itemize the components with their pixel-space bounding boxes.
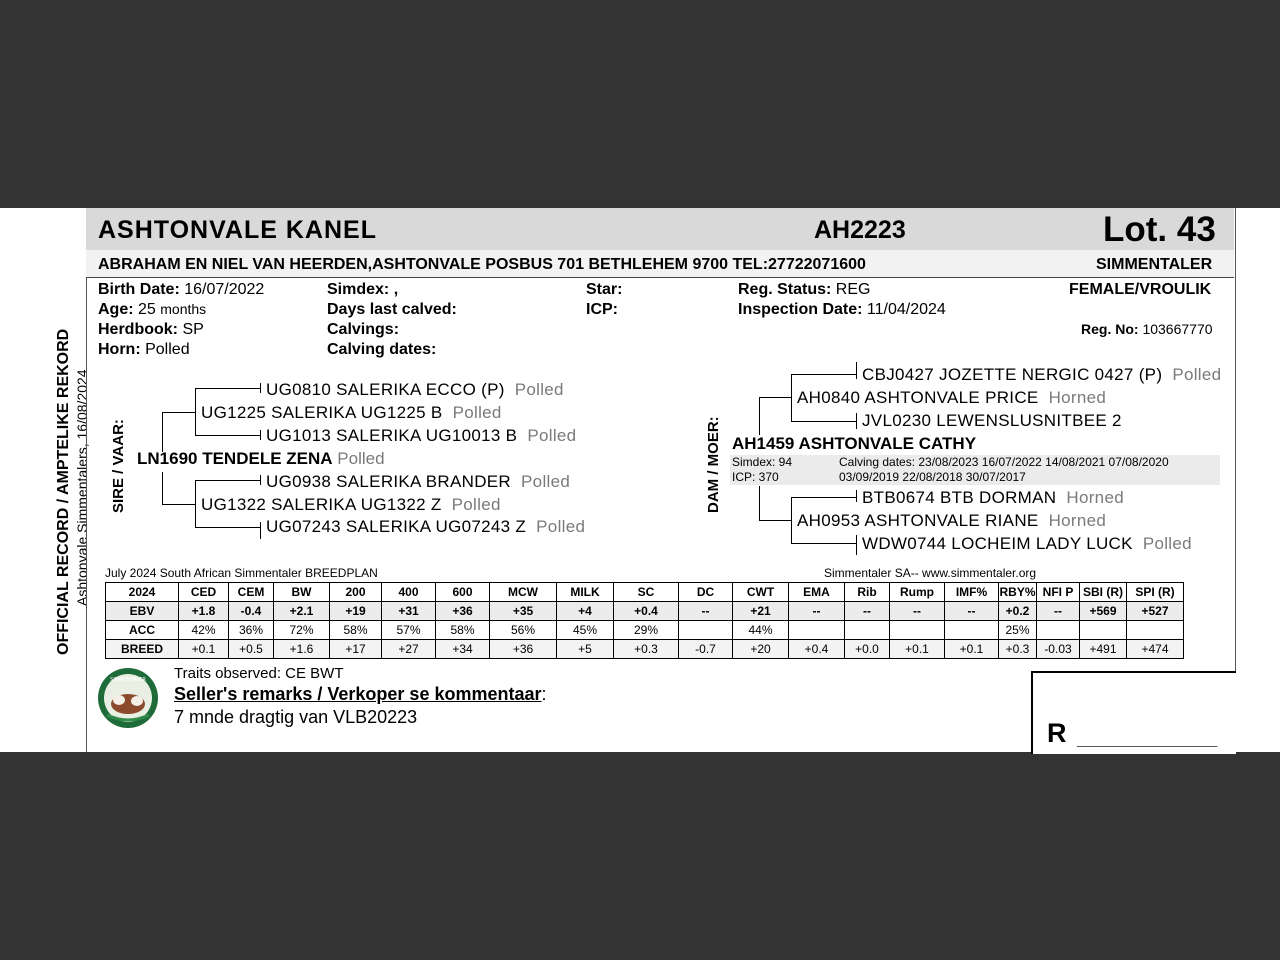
price-currency-label: R — [1047, 718, 1067, 748]
dam-icp: ICP: 370 — [732, 470, 779, 484]
sire-section-label: SIRE / VAAR: — [110, 419, 127, 513]
horn-status: Horn: Polled — [98, 341, 190, 358]
ebv-value-cell: +527 — [1127, 602, 1184, 621]
svg-text:SIMMENTALER: SIMMENTALER — [110, 677, 146, 683]
ebv-accuracy-cell — [890, 621, 945, 640]
ebv-accuracy-cell: 58% — [330, 621, 382, 640]
simmentaler-logo — [97, 667, 159, 729]
ebv-breed-cell: -0.7 — [679, 640, 733, 659]
ebv-value-cell: -- — [1037, 602, 1080, 621]
dam-sire-dam: JVL0230 LEWENSLUSNITBEE 2 — [862, 411, 1122, 430]
ebv-value-cell: +0.2 — [999, 602, 1037, 621]
price-entry-line[interactable]: __________________ — [1077, 731, 1218, 747]
age: Age: 25 months — [98, 301, 207, 318]
reg-number: Reg. No: 103667770 — [1081, 321, 1213, 337]
ebv-accuracy-cell: 42% — [179, 621, 229, 640]
ebv-row-label: EBV — [106, 602, 179, 621]
sire-dam-dam: UG07243 SALERIKA UG07243 Z Polled — [266, 517, 586, 536]
ebv-value-cell: +35 — [490, 602, 557, 621]
dam-name: AH1459 ASHTONVALE CATHY — [732, 434, 977, 453]
ebv-value-cell: +36 — [436, 602, 490, 621]
ebv-header-cell: MILK — [557, 583, 614, 602]
ebv-table — [105, 582, 1184, 659]
ebv-header-row — [106, 583, 1184, 602]
ebv-accuracy-cell — [679, 621, 733, 640]
record-source-label: Ashtonvale Simmentalers, 16/08/2024 — [74, 369, 90, 606]
ebv-header-cell: SC — [614, 583, 679, 602]
sex-label: FEMALE/VROULIK — [1069, 281, 1212, 298]
herdbook: Herdbook: SP — [98, 321, 204, 338]
ebv-breed-cell: +34 — [436, 640, 490, 659]
animal-id: AH2223 — [814, 216, 906, 244]
ebv-accuracy-cell — [845, 621, 890, 640]
ebv-header-cell: RBY% — [999, 583, 1037, 602]
dam-dam: AH0953 ASHTONVALE RIANE Horned — [797, 511, 1107, 530]
ebv-accuracy-cell: 36% — [229, 621, 274, 640]
ebv-accuracy-cell: 44% — [733, 621, 789, 640]
dam-sire: AH0840 ASHTONVALE PRICE Horned — [797, 388, 1107, 407]
star-label: Star: — [586, 281, 623, 298]
sellers-remarks-text: 7 mnde dragtig van VLB20223 — [174, 707, 418, 727]
dam-calving-dates-cont: 03/09/2019 22/08/2018 30/07/2017 — [839, 470, 1026, 484]
owner-details: ABRAHAM EN NIEL VAN HEERDEN,ASHTONVALE POSBUS 701 BETHLEHEM 9700 TEL:27722071600 — [98, 256, 866, 273]
ebv-header-cell: MCW — [490, 583, 557, 602]
simdex-label: Simdex: , — [327, 281, 399, 298]
ebv-breed-cell: -0.03 — [1037, 640, 1080, 659]
sellers-remarks-heading: Seller's remarks / Verkoper se kommentaar: — [174, 684, 547, 704]
ebv-value-cell: -- — [845, 602, 890, 621]
ebv-value-cell: -- — [890, 602, 945, 621]
traits-observed: Traits observed: CE BWT — [174, 665, 344, 682]
ebv-value-cell: -- — [789, 602, 845, 621]
ebv-breed-cell: +36 — [490, 640, 557, 659]
dam-dam-sire: BTB0674 BTB DORMAN Horned — [862, 488, 1124, 507]
calvings-label: Calvings: — [327, 321, 400, 338]
ebv-header-cell: 600 — [436, 583, 490, 602]
sire-sire-dam: UG1013 SALERIKA UG10013 B Polled — [266, 426, 577, 445]
ebv-accuracy-cell: 72% — [274, 621, 330, 640]
ebv-breed-cell: +0.1 — [179, 640, 229, 659]
ebv-values-row — [106, 602, 1184, 621]
ebv-breed-cell: +491 — [1080, 640, 1127, 659]
ebv-row-label: BREED — [106, 640, 179, 659]
ebv-value-cell: +4 — [557, 602, 614, 621]
ebv-header-cell: IMF% — [945, 583, 999, 602]
ebv-value-cell: +569 — [1080, 602, 1127, 621]
ebv-accuracy-cell: 57% — [382, 621, 436, 640]
ebv-accuracy-cell — [1037, 621, 1080, 640]
dam-dam-dam: WDW0744 LOCHEIM LADY LUCK Polled — [862, 534, 1192, 553]
ebv-header-cell: SBI (R) — [1080, 583, 1127, 602]
ebv-header-cell: 200 — [330, 583, 382, 602]
ebv-breed-cell: +0.4 — [789, 640, 845, 659]
days-last-calved-label: Days last calved: — [327, 301, 457, 318]
ebv-value-cell: -- — [945, 602, 999, 621]
official-record-label: OFFICIAL RECORD / AMPTELIKE REKORD — [55, 328, 72, 655]
ebv-accuracy-cell: 25% — [999, 621, 1037, 640]
ebv-breed-cell: +0.3 — [614, 640, 679, 659]
animal-name: ASHTONVALE KANEL — [98, 216, 377, 244]
ebv-accuracy-cell: 45% — [557, 621, 614, 640]
ebv-value-cell: +19 — [330, 602, 382, 621]
ebv-breed-cell: +474 — [1127, 640, 1184, 659]
ebv-value-cell: +0.4 — [614, 602, 679, 621]
ebv-header-cell: BW — [274, 583, 330, 602]
ebv-value-cell: +1.8 — [179, 602, 229, 621]
ebv-value-cell: +21 — [733, 602, 789, 621]
sire-sire-sire: UG0810 SALERIKA ECCO (P) Polled — [266, 380, 564, 399]
breed-label: SIMMENTALER — [1096, 256, 1213, 273]
reg-status: Reg. Status: REG — [738, 281, 871, 298]
ebv-header-cell: NFI P — [1037, 583, 1080, 602]
ebv-value-cell: -0.4 — [229, 602, 274, 621]
ebv-row-label: 2024 — [106, 583, 179, 602]
ebv-header-cell: Rump — [890, 583, 945, 602]
ebv-accuracy-cell — [945, 621, 999, 640]
sire-sire: UG1225 SALERIKA UG1225 B Polled — [201, 403, 502, 422]
ebv-header-cell: CWT — [733, 583, 789, 602]
dam-simdex: Simdex: 94 — [732, 455, 793, 469]
ebv-accuracy-cell: 29% — [614, 621, 679, 640]
sire-dam: UG1322 SALERIKA UG1322 Z Polled — [201, 495, 501, 514]
ebv-breed-cell: +20 — [733, 640, 789, 659]
ebv-breed-cell: +1.6 — [274, 640, 330, 659]
calving-dates-label: Calving dates: — [327, 341, 437, 358]
ebv-header-cell: CEM — [229, 583, 274, 602]
inspection-date: Inspection Date: 11/04/2024 — [738, 301, 946, 318]
ebv-breed-cell: +17 — [330, 640, 382, 659]
ebv-header-cell: DC — [679, 583, 733, 602]
ebv-accuracy-cell — [1080, 621, 1127, 640]
ebv-header-cell: EMA — [789, 583, 845, 602]
icp-label: ICP: — [586, 301, 618, 318]
ebv-accuracy-cell: 58% — [436, 621, 490, 640]
ebv-breed-avg-row — [106, 640, 1184, 659]
dam-calving-dates: Calving dates: 23/08/2023 16/07/2022 14/08/2021 07/08/2020 — [839, 455, 1169, 469]
dam-sire-sire: CBJ0427 JOZETTE NERGIC 0427 (P) Polled — [862, 365, 1222, 384]
ebv-breed-cell: +0.1 — [945, 640, 999, 659]
ebv-header-cell: 400 — [382, 583, 436, 602]
ebv-breed-cell: +27 — [382, 640, 436, 659]
breedplan-caption: July 2024 South African Simmentaler BREEDPLAN — [105, 566, 378, 580]
ebv-breed-cell: +5 — [557, 640, 614, 659]
ebv-header-cell: SPI (R) — [1127, 583, 1184, 602]
ebv-breed-cell: +0.3 — [999, 640, 1037, 659]
ebv-breed-cell: +0.5 — [229, 640, 274, 659]
simmentaler-website: Simmentaler SA-- www.simmentaler.org — [824, 566, 1037, 580]
sire-dam-sire: UG0938 SALERIKA BRANDER Polled — [266, 472, 571, 491]
ebv-accuracy-cell — [789, 621, 845, 640]
ebv-header-cell: CED — [179, 583, 229, 602]
ebv-breed-cell: +0.1 — [890, 640, 945, 659]
dam-section-label: DAM / MOER: — [705, 416, 722, 513]
ebv-breed-cell: +0.0 — [845, 640, 890, 659]
ebv-value-cell: +2.1 — [274, 602, 330, 621]
ebv-row-label: ACC — [106, 621, 179, 640]
birth-date: Birth Date: 16/07/2022 — [98, 281, 265, 298]
ebv-accuracy-cell — [1127, 621, 1184, 640]
lot-number: Lot. 43 — [1103, 210, 1216, 249]
ebv-value-cell: -- — [679, 602, 733, 621]
ebv-accuracy-row — [106, 621, 1184, 640]
ebv-value-cell: +31 — [382, 602, 436, 621]
ebv-accuracy-cell: 56% — [490, 621, 557, 640]
sire-name: LN1690 TENDELE ZENA Polled — [137, 449, 385, 468]
ebv-header-cell: Rib — [845, 583, 890, 602]
